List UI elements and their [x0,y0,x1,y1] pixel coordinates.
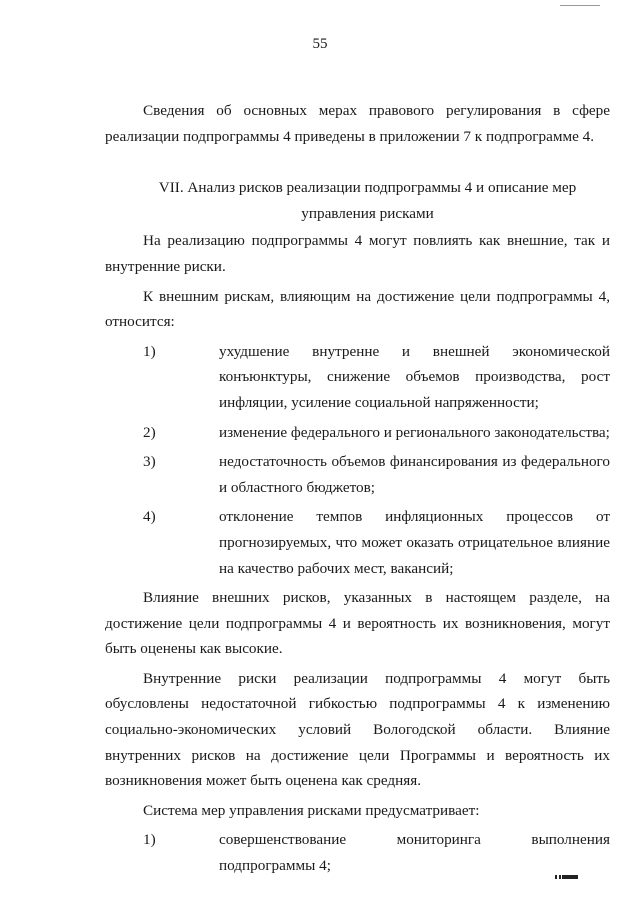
list-item-text: совершенствование мониторинга выполнения подпрограммы 4; [219,831,610,875]
list-item-text: ухудшение внутренне и внешней экономической конъюнктуры, снижение объемов производства, рост инфляции, усиление социальной напряженности; [219,342,610,411]
paragraph-internal-risks: Внутренние риски реализации подпрограммы 4 могут быть обусловлены недостаточной гибкостью подпрограммы 4 к изменению социально-экономических условий Вологодской области. Влияние внутренних рисков на достижение цели Программы и вероятность их возникновения может быть оценена как средняя. [105,669,610,790]
measures-list [105,827,610,878]
list-item-number: 1) [143,342,156,360]
external-risks-list [105,339,610,581]
section-heading [105,175,610,226]
list-item-number: 4) [143,508,156,526]
paragraph-measures-intro: Система мер управления рисками предусматривает: [143,801,480,819]
list-item-number: 3) [143,453,156,471]
intro-paragraph: Сведения об основных мерах правового регулирования в сфере реализации подпрограммы 4 приведены в приложении 7 к подпрограмме 4. [105,102,610,145]
page-number: 55 [312,36,328,52]
scan-artifact-bottom [562,875,578,879]
document-body [105,98,610,879]
paragraph-external-risk-assessment: Влияние внешних рисков, указанных в настоящем разделе, на достижение цели подпрограммы 4 и вероятность их возникновения, могут быть оценены как высокие. [105,589,610,658]
list-item [105,504,610,581]
section-heading-line-1: VII. Анализ рисков реализации подпрограммы 4 и описание мер [158,179,577,197]
list-item-text: изменение федерального и регионального законодательства; [219,423,610,441]
paragraph-external-risks-intro: К внешним рискам, влияющим на достижение цели подпрограммы 4, относится: [105,287,610,331]
list-item-text: отклонение темпов инфляционных процессов от прогнозируемых, что может оказать отрицательное влияние на качество рабочих мест, вакансий; [219,508,610,577]
paragraph-risk-types: На реализацию подпрограммы 4 могут повлиять как внешние, так и внутренние риски. [105,232,610,275]
section-heading-line-2: управления рисками [301,204,434,222]
list-item-number: 2) [143,423,156,441]
list-item-number: 1) [143,831,156,849]
list-item [105,420,610,446]
list-item [105,827,610,878]
scan-artifact-top [560,0,600,6]
list-item [105,449,610,500]
list-item-text: недостаточность объемов финансирования из федерального и областного бюджетов; [219,453,610,496]
list-item [105,339,610,416]
